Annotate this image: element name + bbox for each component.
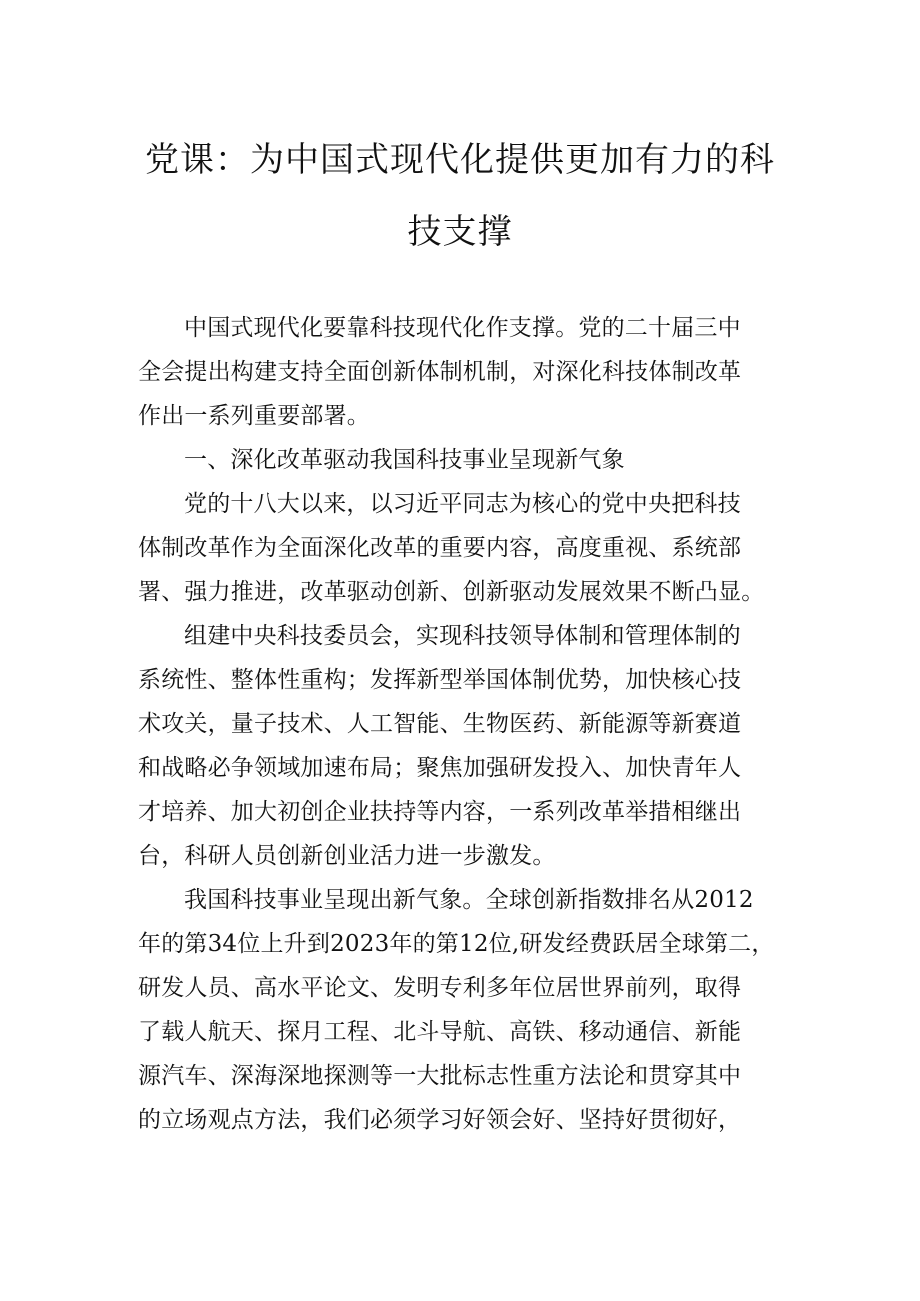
- paragraph-2-line-1: 党的十八大以来，以习近平同志为核心的党中央把科技: [184, 491, 741, 517]
- paragraph-4-line-2: 年的第34位上升到2023年的第12位,研发经费跃居全球第二，: [138, 931, 775, 957]
- paragraph-2-line-3: 署、强力推进，改革驱动创新、创新驱动发展效果不断凸显。: [138, 579, 765, 605]
- paragraph-1-line-2: 全会提出构建支持全面创新体制机制，对深化科技体制改革: [138, 359, 742, 385]
- paragraph-1-line-3: 作出一系列重要部署。: [138, 403, 370, 429]
- document-title-line-2: 技支撑: [407, 212, 513, 252]
- paragraph-3-line-4: 和战略必争领域加速布局；聚焦加强研发投入、加快青年人: [138, 755, 742, 781]
- paragraph-2-line-2: 体制改革作为全面深化改革的重要内容，高度重视、系统部: [138, 535, 742, 561]
- paragraph-4-line-4: 了载人航天、探月工程、北斗导航、高铁、移动通信、新能: [138, 1019, 742, 1045]
- paragraph-4-line-1: 我国科技事业呈现出新气象。全球创新指数排名从2012: [184, 887, 754, 913]
- document-title-line-1: 党课：为中国式现代化提供更加有力的科: [145, 140, 775, 180]
- paragraph-3-line-2: 系统性、整体性重构；发挥新型举国体制优势，加快核心技: [138, 667, 742, 693]
- section-heading-1: 一、深化改革驱动我国科技事业呈现新气象: [184, 447, 625, 473]
- paragraph-3-line-6: 台，科研人员创新创业活力进一步激发。: [138, 843, 556, 869]
- paragraph-3-line-1: 组建中央科技委员会，实现科技领导体制和管理体制的: [184, 623, 741, 649]
- paragraph-3-line-5: 才培养、加大初创企业扶持等内容，一系列改革举措相继出: [138, 799, 742, 825]
- paragraph-1-line-1: 中国式现代化要靠科技现代化作支撑。党的二十届三中: [184, 315, 741, 341]
- paragraph-4-line-5: 源汽车、深海深地探测等一大批标志性重方法论和贯穿其中: [138, 1063, 742, 1089]
- paragraph-4-line-6: 的立场观点方法，我们必须学习好领会好、坚持好贯彻好，: [138, 1107, 742, 1133]
- paragraph-3-line-3: 术攻关，量子技术、人工智能、生物医药、新能源等新赛道: [138, 711, 742, 737]
- paragraph-4-line-3: 研发人员、高水平论文、发明专利多年位居世界前列，取得: [138, 975, 742, 1001]
